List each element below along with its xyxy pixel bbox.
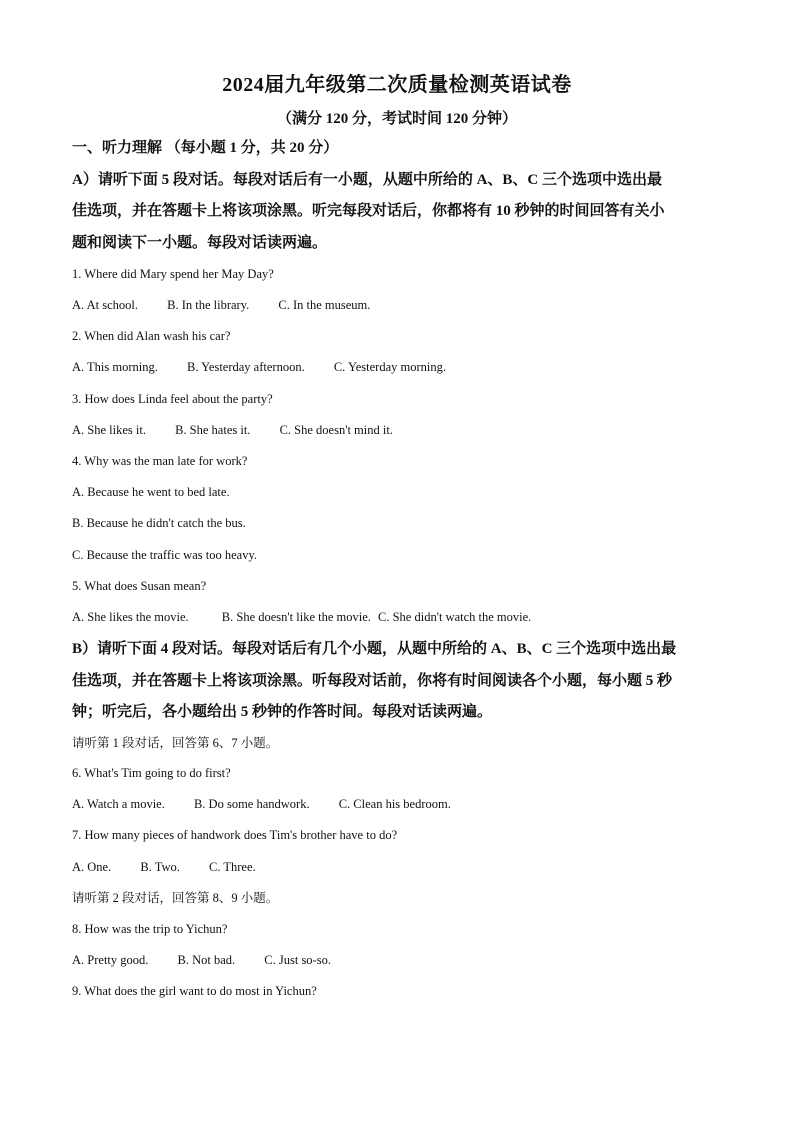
dialog-instruction: 请听第 1 段对话，回答第 6、7 小题。 (72, 736, 279, 750)
option-b: B. Do some handwork. (193, 797, 310, 811)
question-options (72, 609, 734, 625)
question-stem: 1. Where did Mary spend her May Day? (72, 267, 274, 281)
option-b: B. Yesterday afternoon. (187, 360, 305, 374)
question-stem: 3. How does Linda feel about the party? (72, 392, 273, 406)
option-b: B. Two. (140, 860, 180, 874)
part-a-instruction-line: A）请听下面 5 段对话。每段对话后有一小题，从题中所给的 A、B、C 三个选项中选出最 (72, 172, 663, 188)
exam-subtitle: （满分 120 分，考试时间 120 分钟） (276, 111, 517, 127)
question-stem: 4. Why was the man late for work? (72, 454, 248, 468)
part-a-instruction-line: 佳选项，并在答题卡上将该项涂黑。听完每段对话后，你都将有 10 秒钟的时间回答有关小 (72, 203, 665, 219)
section-heading: 一、听力理解 （每小题 1 分，共 20 分） (72, 140, 339, 156)
exam-title: 2024届九年级第二次质量检测英语试卷 (222, 74, 572, 96)
option-a: A. At school. (72, 298, 138, 312)
question-stem: 8. How was the trip to Yichun? (72, 922, 228, 936)
question-options (72, 952, 734, 968)
option-a: A. Because he went to bed late. (72, 485, 230, 499)
dialog-instruction: 请听第 2 段对话，回答第 8、9 小题。 (72, 891, 279, 905)
option-a: A. Watch a movie. (72, 797, 165, 811)
question-stem: 2. When did Alan wash his car? (72, 329, 231, 343)
option-c: C. She didn't watch the movie. (378, 610, 532, 624)
option-c: C. Because the traffic was too heavy. (72, 548, 258, 562)
option-b: B. In the library. (167, 298, 250, 312)
option-c: C. Clean his bedroom. (338, 797, 451, 811)
question-options (72, 859, 734, 875)
question-options (72, 422, 734, 438)
question-options (72, 359, 734, 375)
option-c: C. Yesterday morning. (333, 360, 446, 374)
option-b: B. She doesn't like the movie. (221, 610, 371, 624)
option-b: B. Not bad. (177, 953, 236, 967)
option-c: C. Just so-so. (264, 953, 331, 967)
question-stem: 5. What does Susan mean? (72, 579, 207, 593)
option-a: A. This morning. (72, 360, 158, 374)
question-options (72, 297, 734, 313)
option-a: A. She likes the movie. (72, 610, 189, 624)
option-b: B. Because he didn't catch the bus. (72, 516, 246, 530)
part-b-instruction-line: 钟；听完后，各小题给出 5 秒钟的作答时间。每段对话读两遍。 (72, 704, 493, 720)
part-b-instruction-line: 佳选项，并在答题卡上将该项涂黑。听每段对话前，你将有时间阅读各个小题，每小题 5 秒 (72, 673, 673, 689)
option-c: C. Three. (209, 860, 256, 874)
question-options (72, 796, 734, 812)
option-a: A. One. (72, 860, 112, 874)
part-a-instruction-line: 题和阅读下一小题。每段对话读两遍。 (72, 235, 328, 251)
option-a: A. Pretty good. (72, 953, 149, 967)
question-stem: 9. What does the girl want to do most in Yichun? (72, 984, 317, 998)
option-c: C. She doesn't mind it. (279, 423, 393, 437)
part-b-instruction-line: B）请听下面 4 段对话。每段对话后有几个小题，从题中所给的 A、B、C 三个选项中选出最 (72, 641, 677, 657)
option-a: A. She likes it. (72, 423, 146, 437)
option-b: B. She hates it. (175, 423, 251, 437)
question-stem: 6. What's Tim going to do first? (72, 766, 231, 780)
question-stem: 7. How many pieces of handwork does Tim's brother have to do? (72, 828, 398, 842)
option-c: C. In the museum. (278, 298, 371, 312)
